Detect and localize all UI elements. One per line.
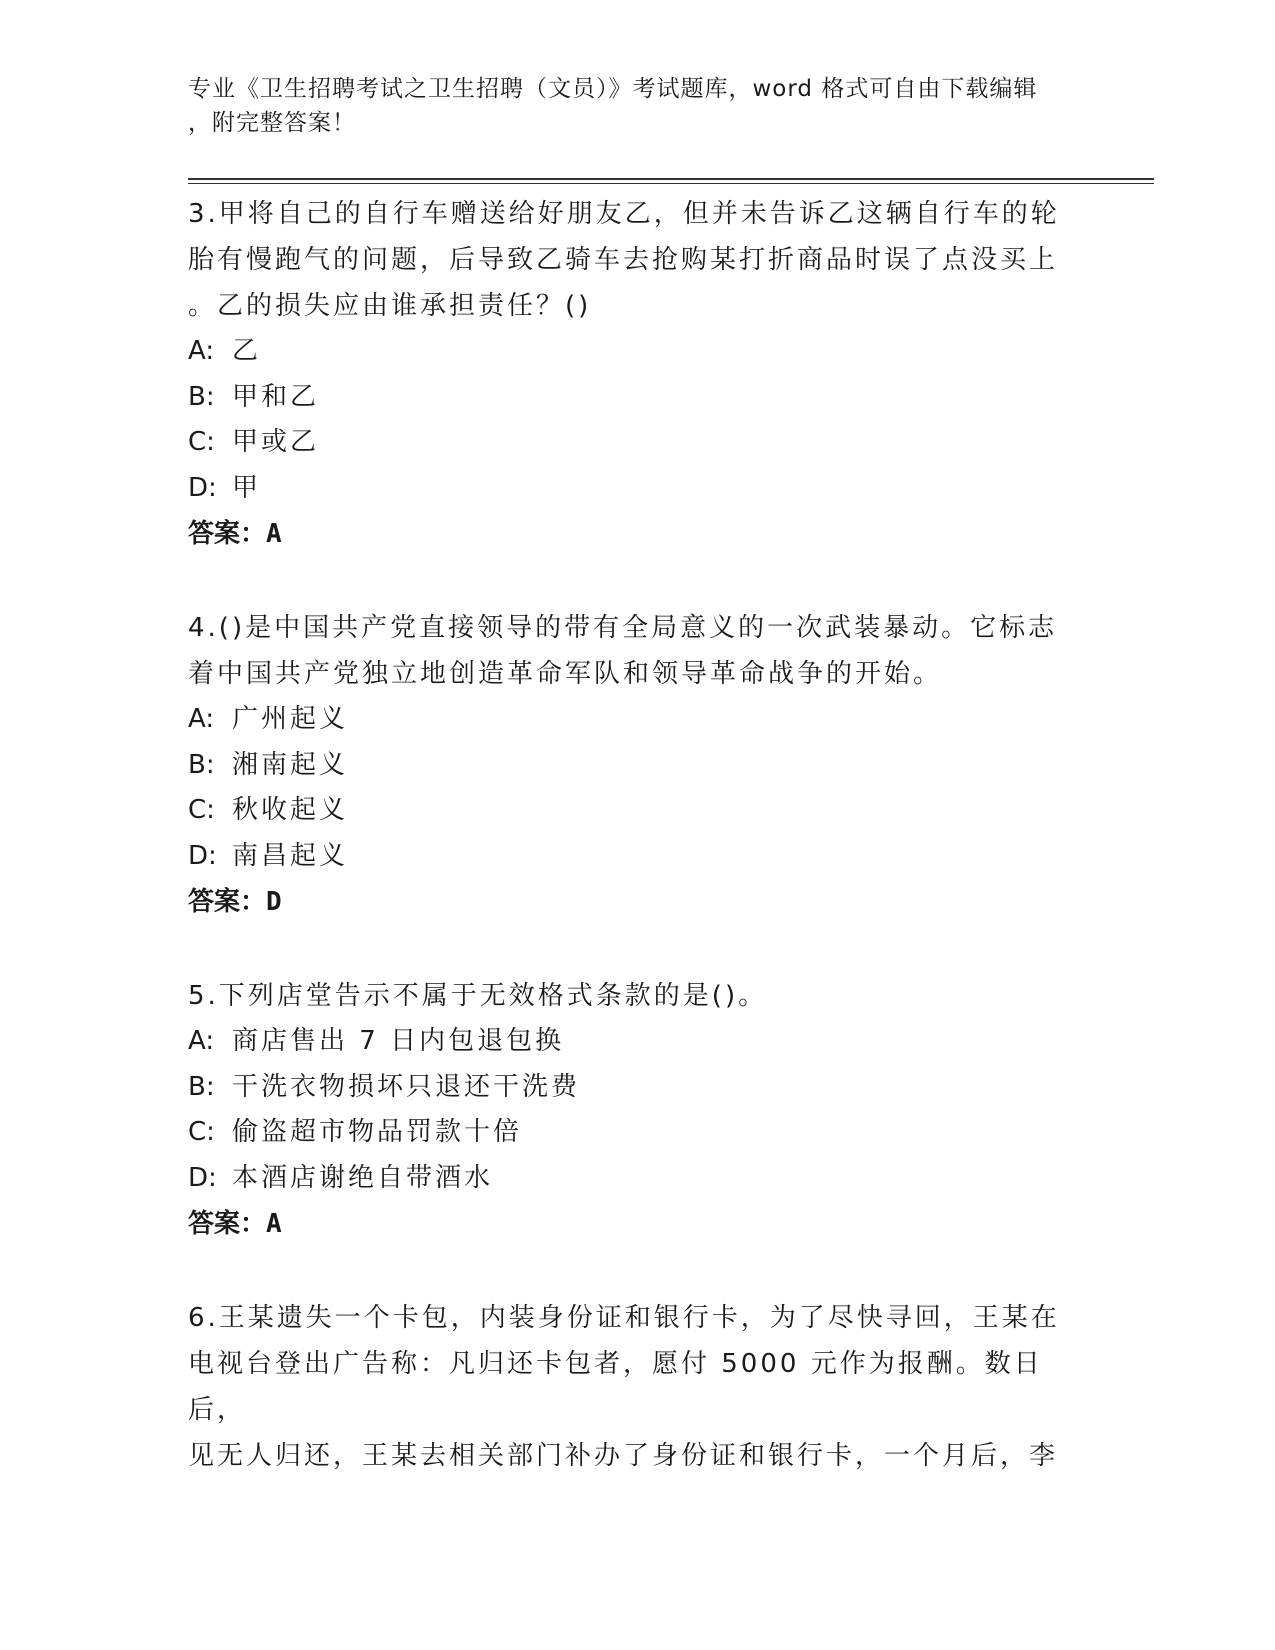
option-label: B: [188, 1071, 215, 1102]
option-label: D: [188, 1162, 217, 1193]
option-a [188, 1019, 1068, 1065]
question-spacer [188, 925, 1068, 973]
option-c [188, 420, 1068, 466]
option-label: B: [188, 381, 215, 412]
header-line-1: 专业《卫生招聘考试之卫生招聘（文员）》考试题库，word 格式可自由下载编辑 [188, 76, 1038, 102]
answer-label: 答案： [188, 519, 267, 549]
option-c [188, 1110, 1068, 1156]
question-text-line: 3.甲将自己的自行车赠送给好朋友乙，但并未告诉乙这辆自行车的轮 [188, 199, 1060, 229]
question-spacer [188, 557, 1068, 605]
question-text-line: 着中国共产党独立地创造革命军队和领导革命战争的开始。 [188, 659, 943, 689]
question-text-line: 。乙的损失应由谁承担责任？() [188, 291, 592, 321]
question-text-line: 胎有慢跑气的问题，后导致乙骑车去抢购某打折商品时误了点没买上 [188, 245, 1059, 275]
option-text: 广州起义 [232, 704, 349, 734]
question-text-line: 电视台登出广告称：凡归还卡包者，愿付 5000 元作为报酬。数日后， [188, 1349, 1043, 1425]
option-text: 甲 [232, 472, 262, 503]
option-c [188, 788, 1068, 834]
option-label: A: [188, 704, 215, 734]
option-text: 甲或乙 [232, 427, 320, 457]
answer-label: 答案： [188, 887, 267, 917]
option-text: 偷盗超市物品罚款十倍 [232, 1117, 523, 1147]
option-b [188, 1065, 1068, 1111]
option-text: 秋收起义 [232, 795, 349, 825]
option-b [188, 375, 1068, 421]
option-label: C: [188, 795, 215, 825]
option-d [188, 466, 1068, 512]
question-list [188, 191, 1068, 1479]
option-b [188, 743, 1068, 789]
question-text [188, 1295, 1068, 1479]
option-a [188, 697, 1068, 743]
answer-line [188, 1201, 1068, 1247]
answer-line [188, 511, 1068, 557]
question-4 [188, 605, 1068, 925]
option-text: 甲和乙 [232, 381, 320, 412]
option-label: C: [188, 1117, 215, 1147]
question-text [188, 973, 1068, 1019]
option-text: 商店售出 7 日内包退包换 [232, 1026, 565, 1056]
option-label: D: [188, 840, 217, 871]
question-text-line: 6.王某遗失一个卡包，内装身份证和银行卡，为了尽快寻回，王某在 [188, 1303, 1060, 1333]
option-label: D: [188, 472, 217, 503]
answer-label: 答案： [188, 1209, 267, 1239]
option-label: C: [188, 427, 215, 457]
answer-line [188, 879, 1068, 925]
document-header [188, 72, 1068, 140]
option-text: 乙 [232, 336, 262, 366]
question-spacer [188, 1247, 1068, 1295]
question-3 [188, 191, 1068, 557]
option-text: 干洗衣物损坏只退还干洗费 [232, 1071, 581, 1102]
question-text-line: 4.()是中国共产党直接领导的带有全局意义的一次武装暴动。它标志 [188, 613, 1058, 643]
option-label: A: [188, 336, 215, 366]
option-label: B: [188, 749, 215, 780]
question-6 [188, 1295, 1068, 1479]
option-a [188, 329, 1068, 375]
answer-value: D [266, 887, 282, 917]
header-divider-thin [188, 183, 1154, 184]
option-text: 南昌起义 [232, 840, 349, 871]
answer-value: A [266, 1209, 282, 1239]
option-d [188, 1156, 1068, 1202]
header-line-2: ，附完整答案！ [188, 110, 356, 136]
answer-value: A [266, 519, 282, 549]
option-text: 湘南起义 [232, 749, 349, 780]
question-text [188, 605, 1068, 697]
question-5 [188, 973, 1068, 1247]
option-text: 本酒店谢绝自带酒水 [232, 1162, 494, 1193]
option-d [188, 834, 1068, 880]
question-text-line: 见无人归还，王某去相关部门补办了身份证和银行卡，一个月后，李 [188, 1441, 1059, 1471]
question-text [188, 191, 1068, 329]
option-label: A: [188, 1026, 215, 1056]
header-divider-thick [188, 178, 1154, 180]
question-text-line: 5.下列店堂告示不属于无效格式条款的是()。 [188, 981, 768, 1011]
